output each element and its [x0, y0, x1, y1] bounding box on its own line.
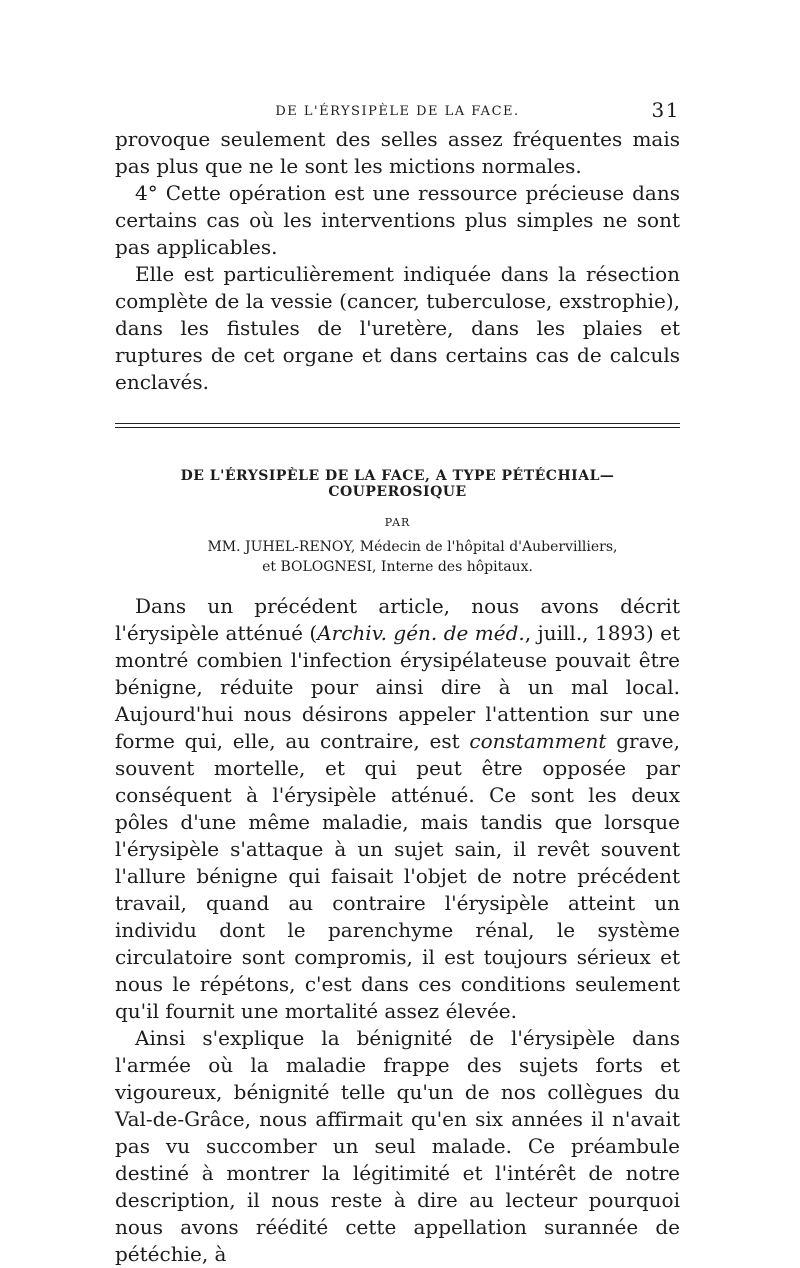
author-line-2: et BOLOGNESI, Interne des hôpitaux.: [262, 559, 533, 575]
article-paragraph-1: Dans un précédent article, nous avons décrit l'érysipèle atténué (Archiv. gén. de méd., juill., 1893) et montré combien l'infection érysipélateuse pouvait être bénigne, réduite pour ainsi dire à un mal local. Aujourd'hui nous désirons appeler l'attention sur une forme qui, elle, au contraire, est constamment grave, souvent mortelle, et qui peut être opposée par conséquent à l'érysipèle atténué. Ce sont les deux pôles d'une même maladie, mais tandis que lorsque l'érysipèle s'attaque à un sujet sain, il revêt souvent l'allure bénigne qui faisait l'objet de notre précédent travail, quand au contraire l'érysipèle atteint un individu dont le parenchyme rénal, le système circulatoire sont compromis, il est toujours sérieux et nous le répétons, c'est dans ces conditions seulement qu'il fournit une mortalité assez élevée.: [115, 594, 681, 1023]
indication-paragraph: Elle est particulièrement indiquée dans la résection complète de la vessie (cancer, tuberculose, exstrophie), dans les fistules de l'uretère, dans les plaies et ruptures de cet organe et dans certains cas de calculs enclavés.: [115, 262, 680, 394]
section-divider: [115, 423, 680, 428]
page-number: 31: [651, 98, 680, 122]
article-title: DE L'ÉRYSIPÈLE DE LA FACE, A TYPE PÉTÉCHIAL—COUPEROSIQUE: [180, 468, 615, 500]
article-paragraph-2: Ainsi s'explique la bénignité de l'érysipèle dans l'armée où la maladie frappe des sujets forts et vigoureux, bénignité telle qu'un de nos collègues du Val-de-Grâce, nous affirmait qu'en six années il n'avait pas vu succomber un seul malade. Ce préambule destiné à montrer la légitimité et l'intérêt de notre description, il nous reste à dire au lecteur pourquoi nous avons réédité cette appellation surannée de pétéchie, à: [115, 1026, 680, 1266]
authors: [115, 537, 680, 577]
emphasis: constamment: [469, 729, 607, 753]
continued-paragraph: provoque seulement des selles assez fréquentes mais pas plus que ne le sont les mictions normales.: [115, 127, 680, 178]
running-head: [115, 96, 680, 126]
running-head-title: DE L'ÉRYSIPÈLE DE LA FACE.: [275, 104, 520, 119]
by-line: PAR: [384, 516, 411, 529]
book-page: [115, 96, 680, 1268]
citation: Archiv. gén. de méd.: [317, 621, 525, 645]
article-body: [115, 593, 680, 1268]
numbered-point-4: 4° Cette opération est une ressource précieuse dans certains cas où les interventions plus simples ne sont pas applicables.: [115, 181, 680, 259]
author-line-1: MM. JUHEL-RENOY, Médecin de l'hôpital d'Aubervilliers,: [207, 539, 618, 555]
